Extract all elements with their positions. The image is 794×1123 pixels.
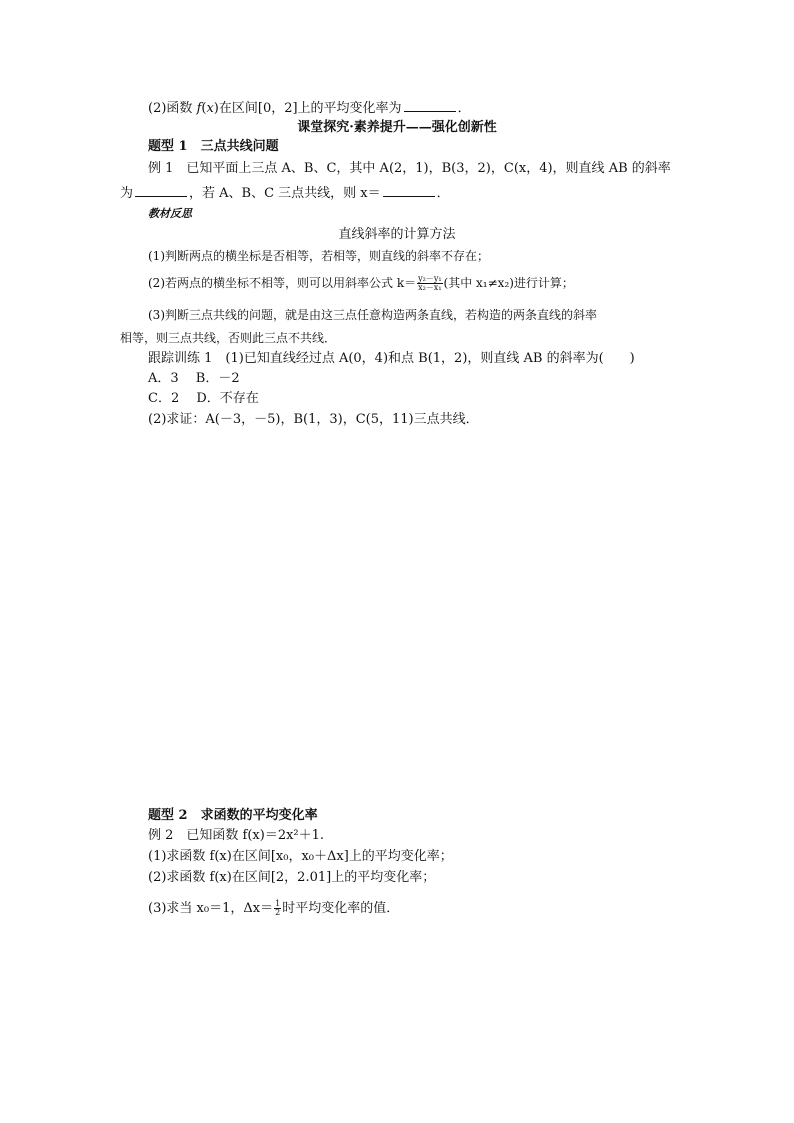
- topic-heading-1: 题型 1 三点共线问题: [148, 139, 279, 154]
- practice-1-proof: (2)求证：A(－3，－5)，B(1，3)，C(5，11)三点共线．: [148, 412, 479, 427]
- method-item-3-line-2: 相等，则三点共线，否则此三点不共线．: [120, 331, 337, 345]
- method-item-1: (1)判断两点的横坐标是否相等，若相等，则直线的斜率不存在；: [148, 249, 490, 263]
- slope-fraction: $\frac{\text{y₂－y₁}}{\text{x₂－x₁}}$: [418, 274, 442, 292]
- answer-blank: [404, 100, 456, 112]
- section-heading: 课堂探究·素养提升——强化创新性: [297, 120, 497, 135]
- example-1-line-1: 例 1 已知平面上三点 A、B、C，其中 A(2，1)，B(3，2)，C(x，4)，则直线 AB 的斜率: [148, 161, 671, 176]
- example-2-part-2: (2)求函数 f(x)在区间[2，2.01]上的平均变化率；: [148, 870, 436, 885]
- practice-1-question: 跟踪训练 1 (1)已知直线经过点 A(0，4)和点 B(1，2)，则直线 AB 的斜率为( ): [148, 351, 635, 366]
- answer-blank: [135, 185, 187, 197]
- example-2-part-1: (1)求函数 f(x)在区间[x₀，x₀＋Δx]上的平均变化率；: [148, 849, 453, 864]
- method-item-2: (2)若两点的横坐标不相等，则可以用斜率公式 k＝ $\frac{\text{y₂－y₁}}{\text{x₂－x₁}}$ (其中 x₁≠x₂)进行计算；: [148, 274, 574, 292]
- example-2-stem: 例 2 已知函数 f(x)＝2x²＋1.: [148, 828, 325, 843]
- topic-heading-2: 题型 2 求函数的平均变化率: [148, 808, 318, 823]
- practice-1-options-cd: C．2 D．不存在: [148, 391, 259, 406]
- answer-blank: [383, 185, 435, 197]
- practice-1-options-ab: A．3 B．－2: [148, 371, 240, 386]
- method-item-3-line-1: (3)判断三点共线的问题，就是由这三点任意构造两条直线，若构造的两条直线的斜率: [148, 308, 598, 322]
- example-2-part-3: (3)求当 x₀＝1，Δx＝ $\frac{1}{2}$ 时平均变化率的值．: [148, 899, 400, 917]
- delta-fraction: $\frac{1}{2}$: [275, 899, 281, 917]
- text-line-1: (2)函数 f(x)在区间[0，2]上的平均变化率为 ．: [148, 101, 471, 116]
- method-title: 直线斜率的计算方法: [338, 227, 456, 242]
- example-1-line-2: 为 ，若 A、B、C 三点共线，则 x＝ ．: [120, 186, 450, 201]
- reflection-label: 教材反思: [148, 207, 192, 220]
